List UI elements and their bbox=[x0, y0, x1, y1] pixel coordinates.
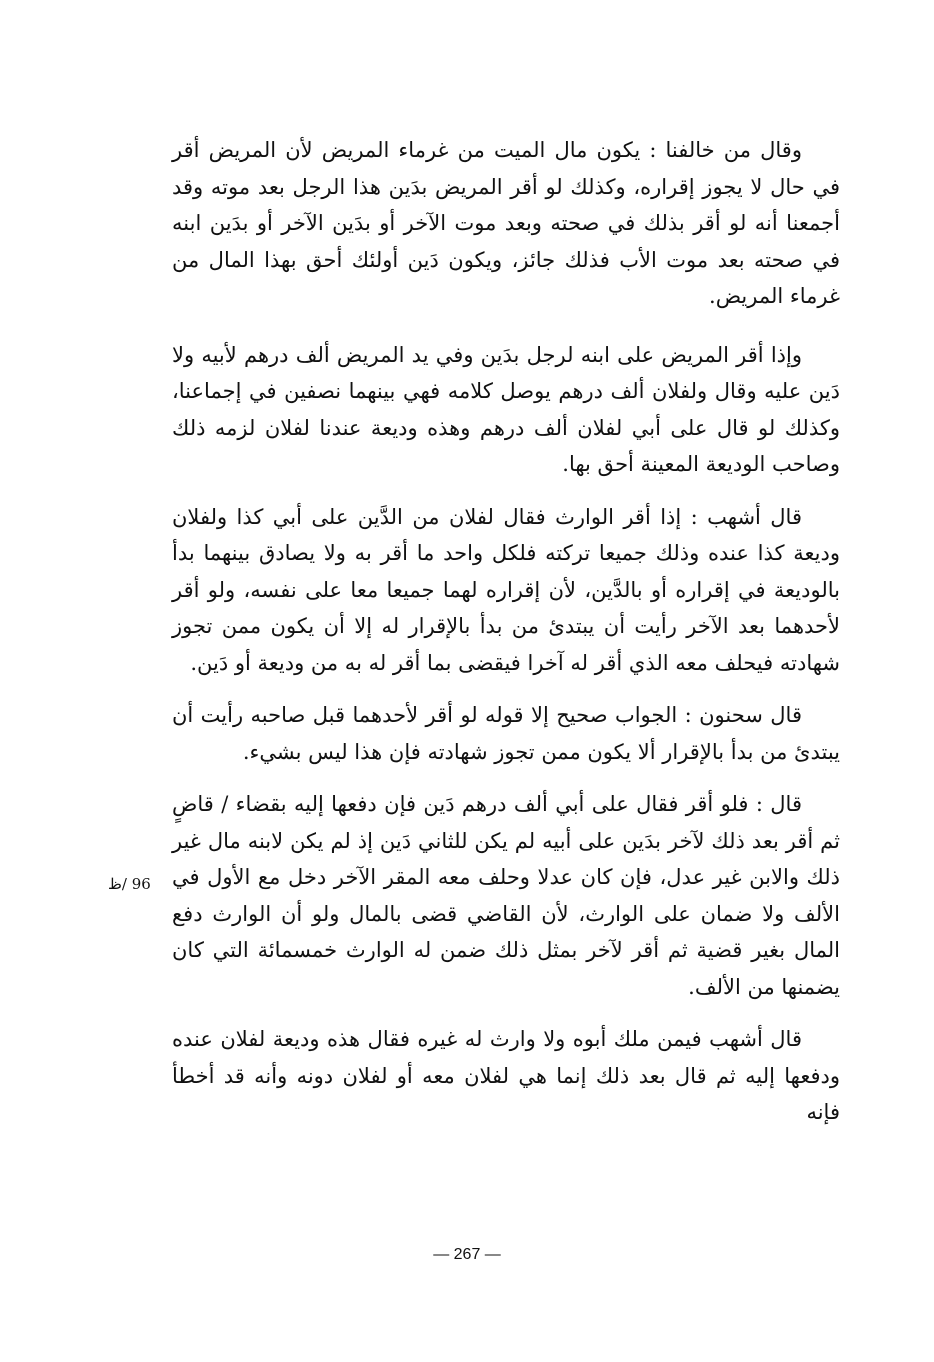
text-column bbox=[172, 132, 840, 1147]
paragraph: وقال من خالفنا : يكون مال الميت من غرماء المريض لأن المريض أقر في حال لا يجوز إقراره، وكذلك لو أقر المريض بدَين هذا الرجل بعد موته وقد أجمعنا أنه لو أقر بذلك في صحته وبعد موت الآخر أو بدَين الآخر أو بدَين ابنه في صحته بعد موت الأب فذلك جائز، ويكون دَين أولئك أحق بهذا المال من غرماء المريض. bbox=[172, 138, 840, 308]
manuscript-folio-marker: 96 /ظ bbox=[108, 875, 151, 893]
paragraph: قال سحنون : الجواب صحيح إلا قوله لو أقر لأحدهما قبل صاحبه رأيت أن يبتدئ من بدأ بالإقرار ألا يكون ممن تجوز شهادته فإن هذا ليس بشيء. bbox=[172, 703, 840, 764]
paragraph: قال أشهب : إذا أقر الوارث فقال لفلان من الدَّين على أبي كذا ولفلان وديعة كذا عنده وذلك جميعا تركته فلكل واحد ما أقر به ولا يصادق بينهما بدأ بالوديعة في إقراره أو بالدَّين، لأن إقراره لهما جميعا معا على نفسه، ولو أقر لأحدهما بعد الآخر رأيت أن يبتدئ من بدأ بالإقرار له إلا أن يكون ممن تجوز شهادته فيحلف معه الذي أقر له آخرا فيقضى بما أقر له به من وديعة أو دَين. bbox=[172, 504, 840, 675]
paragraph: قال : فلو أقر فقال على أبي ألف درهم دَين فإن دفعها إليه بقضاء / قاضٍ ثم أقر بعد ذلك لآخر بدَين على أبيه لم يكن للثاني دَين إذ لم يكن لابنه مال غير ذلك والابن غير عدل، فإن كان عدلا وحلف معه المقر الآخر دخل مع الأول في الألف ولا ضمان على الوارث، لأن القاضي قضى بالمال ولو أن الوارث دفع المال بغير قضية ثم أقر لآخر بمثل ذلك ضمن له الوارث خمسمائة التي كان يضمنها من الألف. bbox=[172, 792, 840, 999]
paragraph: وإذا أقر المريض على ابنه لرجل بدَين وفي يد المريض ألف درهم لأبيه ولا دَين عليه وقال ولفلان ألف درهم يوصل كلامه فهي بينهما نصفين في إجماعنا، وكذلك لو قال على أبي لفلان ألف درهم وهذه وديعة عندنا لفلان لزمه ذلك وصاحب الوديعة المعينة أحق بها. bbox=[172, 342, 840, 476]
page-number: — 267 — bbox=[433, 1246, 501, 1263]
paragraph: قال أشهب فيمن ملك أبوه ولا وارث له غيره فقال هذه وديعة لفلان عنده ودفعها إليه ثم قال بعد ذلك إنما هي لفلان معه أو لفلان دونه وأنه قد أخطأ فإنه bbox=[172, 1027, 840, 1124]
